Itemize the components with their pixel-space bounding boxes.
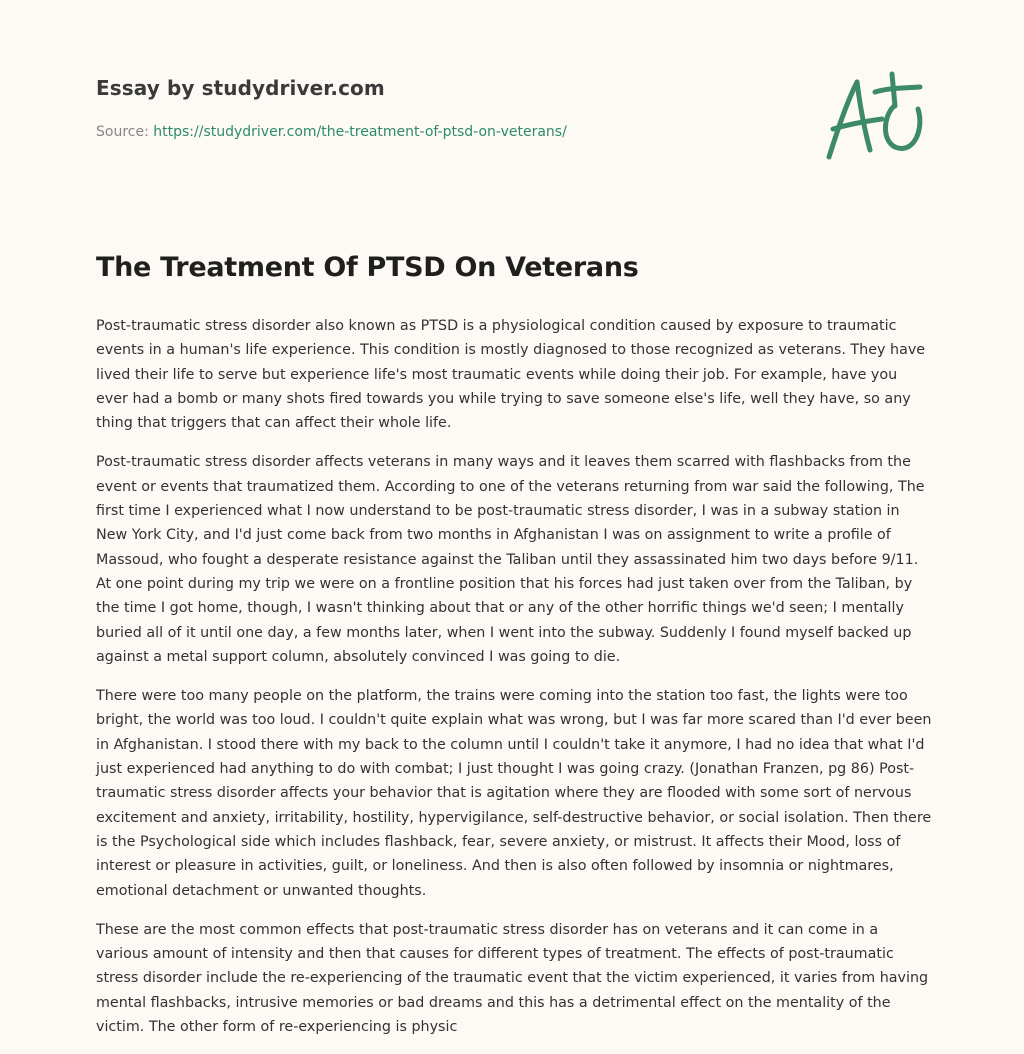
source-link[interactable]: https://studydriver.com/the-treatment-of-ptsd-on-veterans/ bbox=[153, 124, 567, 140]
source-label: Source: bbox=[96, 124, 149, 140]
page-header bbox=[96, 76, 796, 140]
article-paragraph: Post-traumatic stress disorder also known as PTSD is a physiological condition caused by exposure to traumatic events in a human's life experience. This condition is mostly diagnosed to those recognized as veterans. They have lived their life to serve but experience life's most traumatic events while doing their job. For example, have you ever had a bomb or many shots fired towards you while trying to save someone else's life, well they have, so any thing that triggers that can affect their whole life. bbox=[96, 318, 926, 432]
article-paragraph: These are the most common effects that post-traumatic stress disorder has on veterans and it can come in a various amount of intensity and then that causes for different types of treatment. The effects of post-traumatic stress disorder include the re-experiencing of the traumatic event that the victim experienced, it varies from having mental flashbacks, intrusive memories or bad dreams and this has a detrimental effect on the mentality of the victim. The other form of re-experiencing is physic bbox=[96, 921, 929, 1036]
a-plus-logo-icon bbox=[820, 66, 930, 166]
article-paragraph: Post-traumatic stress disorder affects veterans in many ways and it leaves them scarred with flashbacks from the event or events that traumatized them. According to one of the veterans returning from war said the following, The first time I experienced what I now understand to be post-traumatic stress disorder, I was in a subway station in New York City, and I'd just come back from two months in Afghanistan I was on assignment to write a profile of Massoud, who fought a desperate resistance against the Taliban until they assassinated him two days before 9/11. At one point during my trip we were on a frontline position that his forces had just taken over from the Taliban, by the time I got home, though, I wasn't thinking about that or any of the other horrific things we'd seen; I mentally buried all of it until one day, a few months later, when I went into the subway. Suddenly I found myself backed up against a metal support column, absolutely convinced I was going to die. bbox=[96, 454, 925, 665]
article-title: The Treatment Of PTSD On Veterans bbox=[96, 252, 639, 283]
article-body bbox=[96, 314, 932, 1054]
article-paragraph: There were too many people on the platform, the trains were coming into the station too fast, the lights were too bright, the world was too loud. I couldn't quite explain what was wrong, but I was far more scared than I'd ever been in Afghanistan. I stood there with my back to the column until I couldn't take it anymore, I had no idea that what I'd just experienced had anything to do with combat; I just thought I was going crazy. (Jonathan Franzen, pg 86) Post-traumatic stress disorder affects your behavior that is agitation where they are flooded with some sort of nervous excitement and anxiety, irritability, hostility, hypervigilance, self-destructive behavior, or social isolation. Then there is the Psychological side which includes flashback, fear, severe anxiety, or mistrust. It affects their Mood, loss of interest or pleasure in activities, guilt, or loneliness. And then is also often followed by insomnia or nightmares, emotional detachment or unwanted thoughts. bbox=[96, 688, 932, 899]
site-brand: Essay by studydriver.com bbox=[96, 76, 385, 100]
source-line bbox=[96, 124, 796, 140]
